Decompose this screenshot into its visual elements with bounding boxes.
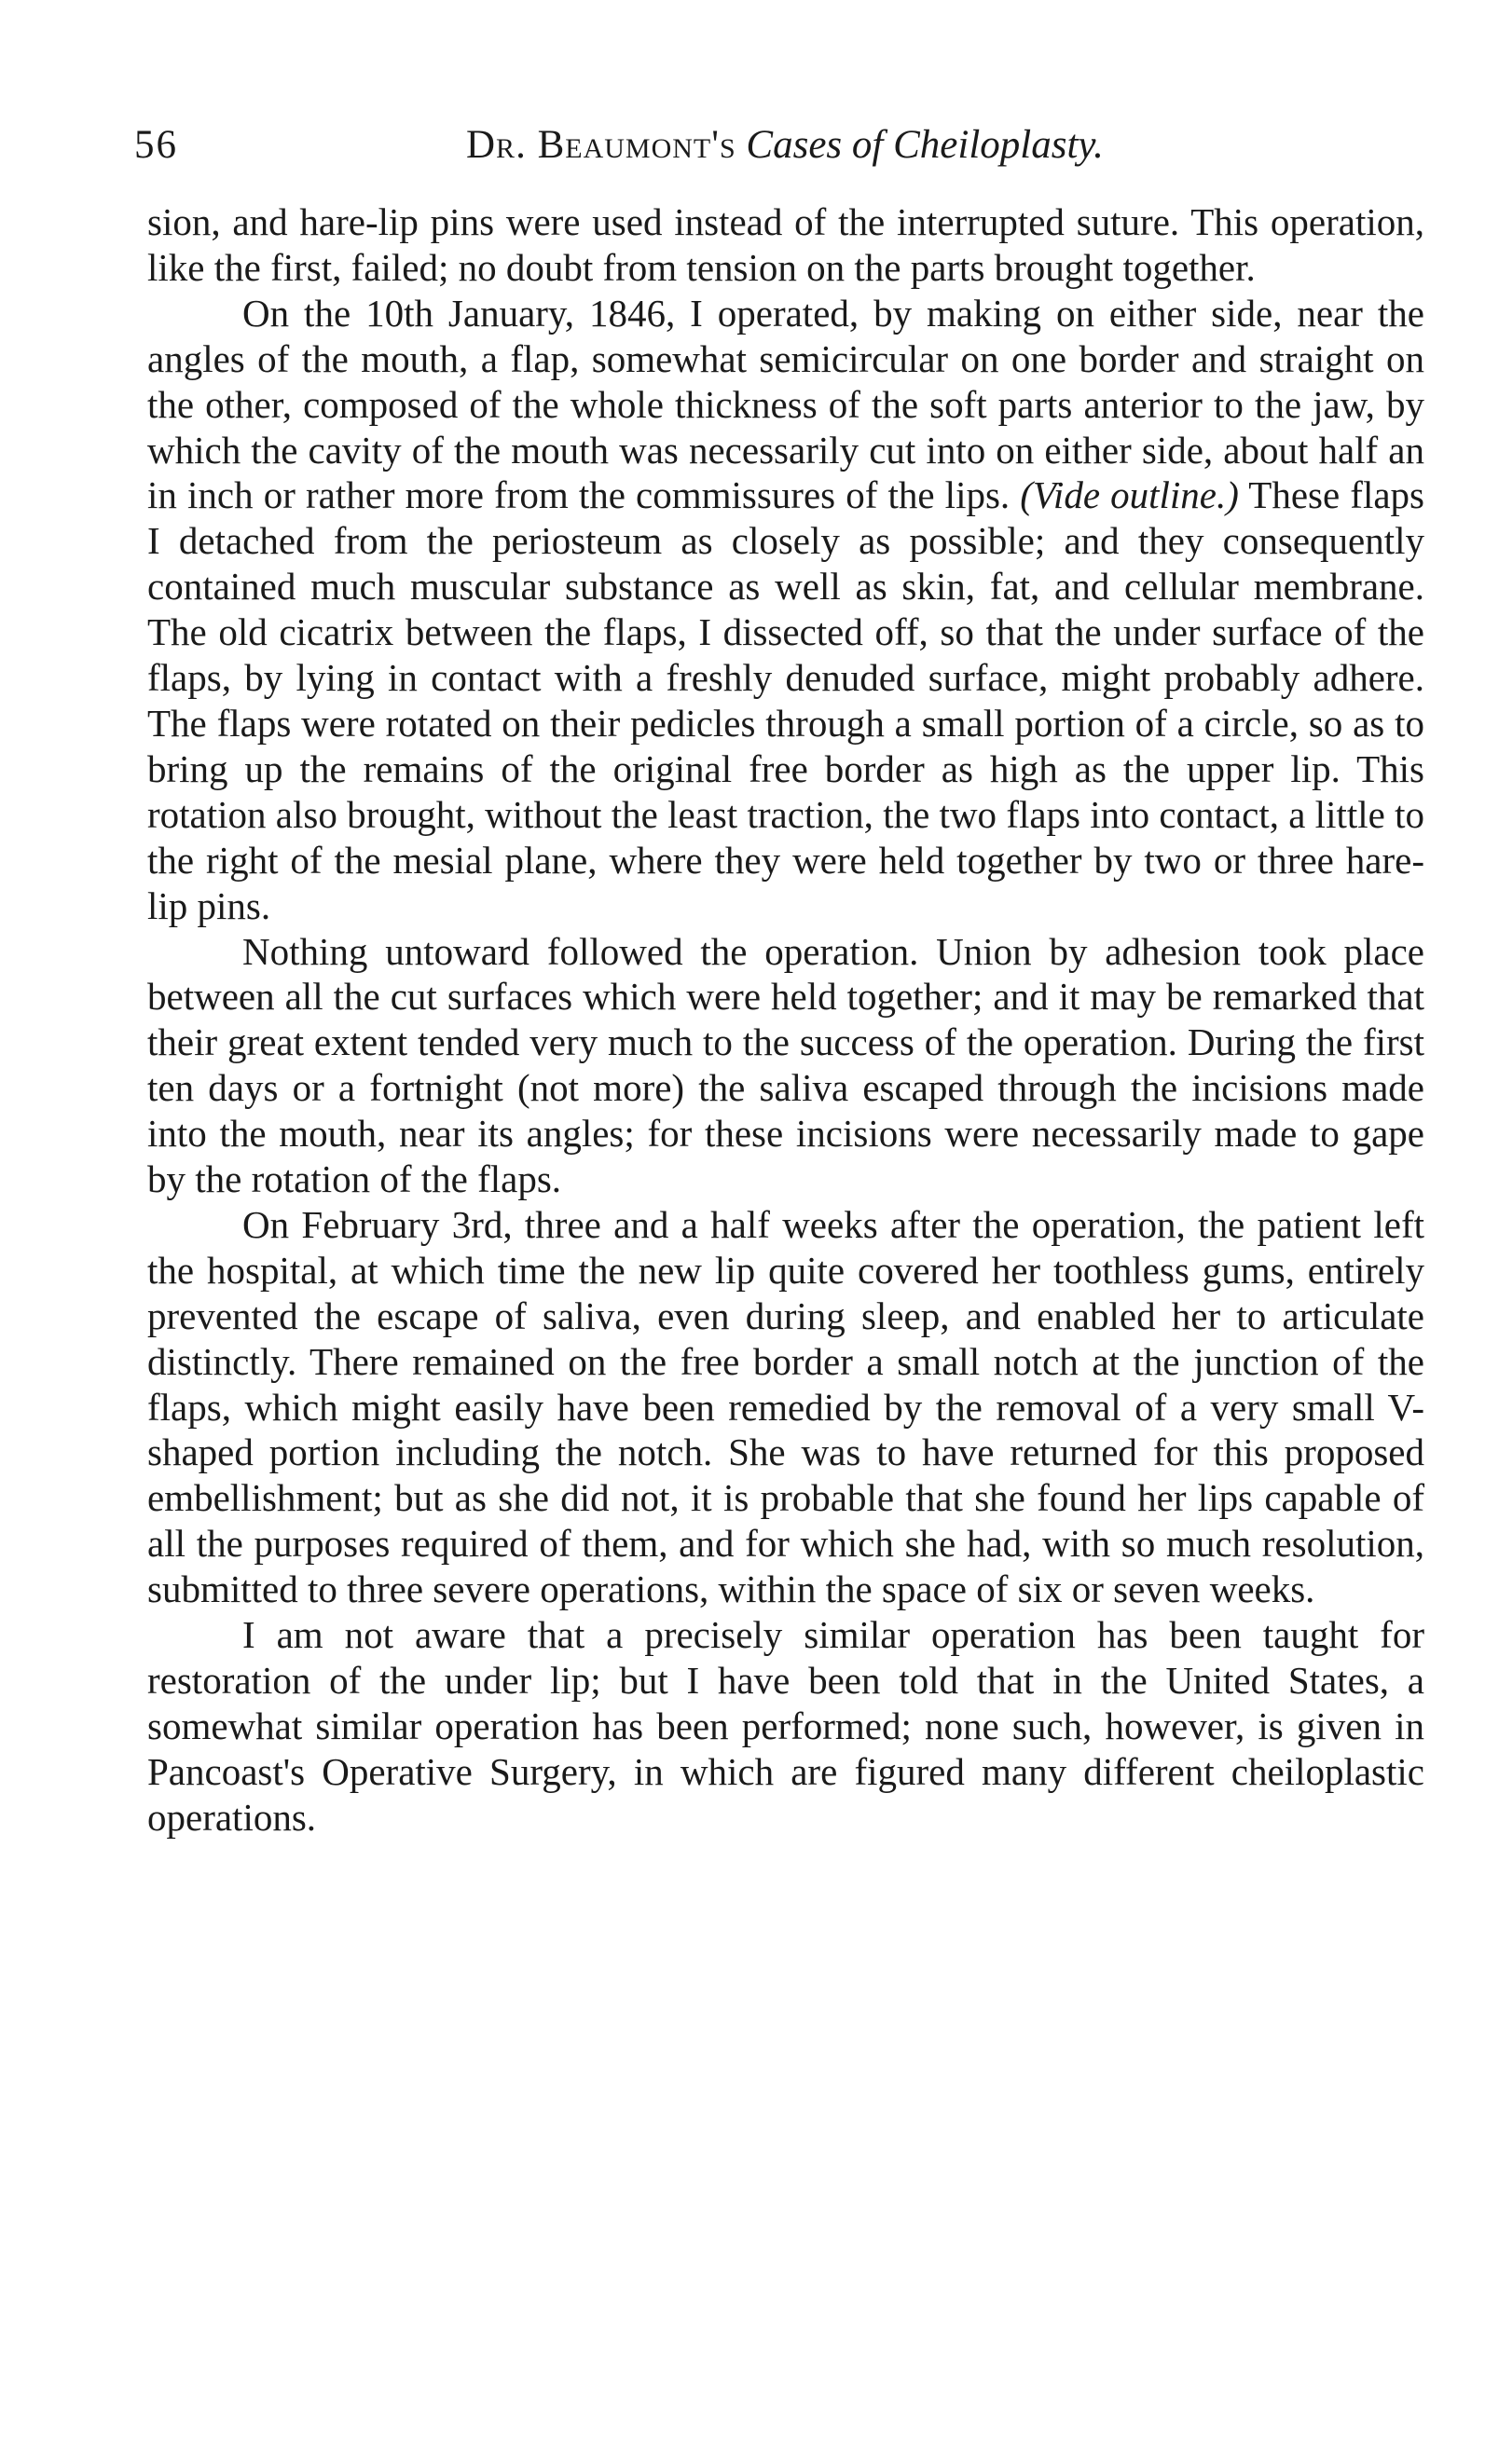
body-text — [147, 199, 1424, 1841]
page-header — [131, 117, 1417, 173]
running-head — [466, 117, 1104, 173]
paragraph-operation-part-1: On the 10th January, 1846, I operated, by making on either side, near the angles of the mouth, a flap, somewhat semicircular on one border and straight on the other, composed of the whole thickness of the soft parts anterior to the jaw, by which the cavity of the mouth was necessarily cut into on either side, about half an in inch or rather more from the commissures of the lips. — [147, 291, 1424, 517]
paragraph-recovery: Nothing untoward followed the operation. Union by adhesion took place between all the cut surfaces which were held together; and it may be remarked that their great extent tended very much to the success of the operation. During the first ten days or a fortnight (not more) the saliva escaped through the incisions made into the mouth, near its angles; for these incisions were necessarily made to gape by the rotation of the flaps. — [147, 929, 1424, 1201]
vide-outline-reference: (Vide outline.) — [1020, 473, 1239, 517]
running-head-title: Cases of Cheiloplasty. — [746, 123, 1104, 167]
page-number: 56 — [134, 123, 178, 167]
paragraph-continued: sion, and hare-lip pins were used instead of the interrupted suture. This operation, like the first, failed; no doubt from tension on the parts brought together. — [147, 200, 1424, 289]
paragraph-comparison: I am not aware that a precisely similar operation has been taught for restoration of the under lip; but I have been told that in the United States, a somewhat similar operation has been performed; none such, however, is given in Pancoast's Operative Surgery, in which are figured many different cheiloplastic operations. — [147, 1613, 1424, 1839]
running-head-author: Dr. Beaumont's — [466, 123, 736, 167]
paragraph-operation-part-2: These flaps I detached from the periosteum as closely as possible; and they consequently contained much muscular substance as well as skin, fat, and cellular membrane. The old cicatrix between the flaps, I dissected off, so that the under surface of the flaps, by lying in contact with a freshly denuded surface, might probably adhere. The flaps were rotated on their pedicles through a small portion of a circle, so as to bring up the remains of the original free border as high as the upper lip. This rotation also brought, without the least traction, the two flaps into contact, a little to the right of the mesial plane, where they were held together by two or three hare-lip pins. — [147, 473, 1424, 927]
paragraph-operation — [147, 291, 1424, 929]
paragraph-discharge: On February 3rd, three and a half weeks after the operation, the patient left the hospital, at which time the new lip quite covered her toothless gums, entirely prevented the escape of saliva, even during sleep, and enabled her to articulate distinctly. There remained on the free border a small notch at the junction of the flaps, which might easily have been remedied by the removal of a very small V-shaped portion including the notch. She was to have returned for this proposed embellishment; but as she did not, it is probable that she found her lips capable of all the purposes required of them, and for which she had, with so much resolution, submitted to three severe operations, within the space of six or seven weeks. — [147, 1202, 1424, 1611]
